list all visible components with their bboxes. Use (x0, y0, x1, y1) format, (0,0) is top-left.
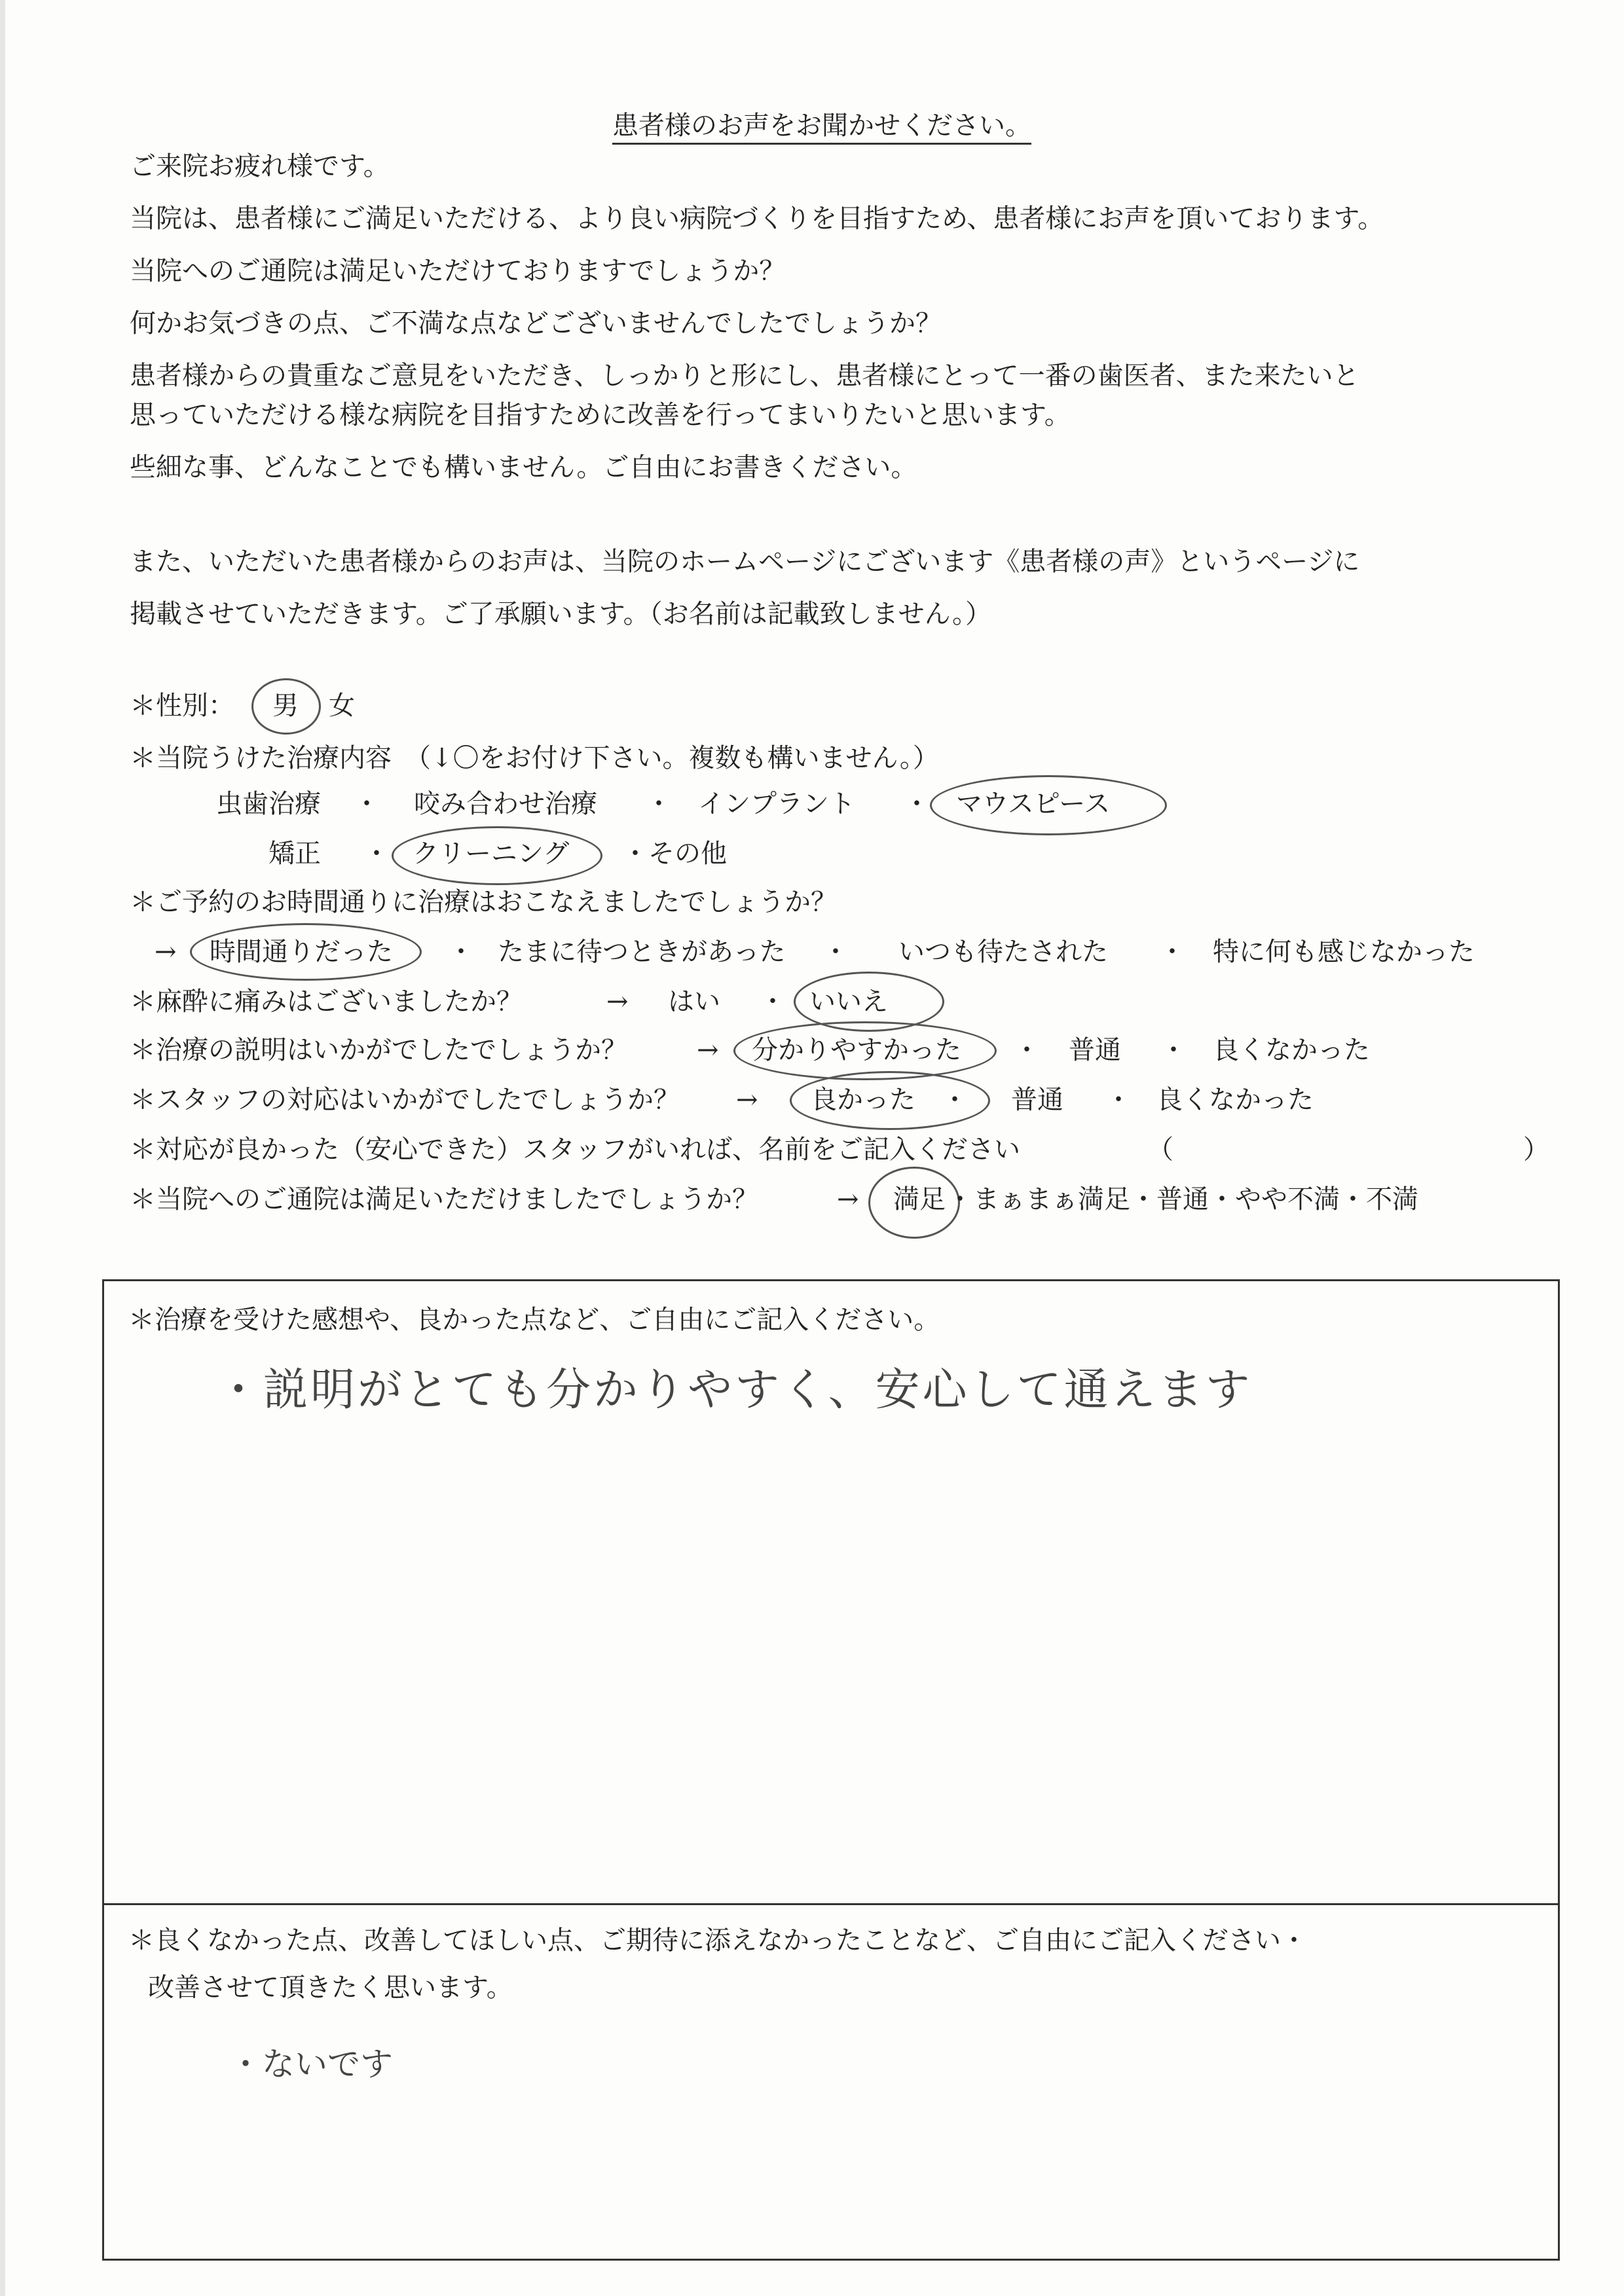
separator: ・ (448, 937, 474, 967)
improvements-label: 改善させて頂きたく思います。 (148, 1973, 513, 2003)
explanation-option[interactable]: 普通 (1069, 1035, 1121, 1065)
impressions-label: ＊治療を受けた感想や、良かった点など、ご自由にご記入ください。 (128, 1305, 940, 1335)
intro-line: 当院は、患者様にご満足いただける、より良い病院づくりを目指すため、患者様にお声を頂いております。 (130, 204, 1384, 234)
selection-circle (930, 775, 1167, 835)
timing-option[interactable]: たまに待つときがあった (498, 937, 786, 967)
treatment-option[interactable]: 矯正 (268, 839, 321, 869)
selection-circle (190, 923, 422, 981)
selection-circle (251, 678, 321, 735)
arrow: → (697, 1035, 719, 1065)
anesthesia-option[interactable]: いいえ (809, 987, 888, 1017)
treatment-option[interactable]: インプラント (698, 789, 855, 819)
intro-line: 当院へのご通院は満足いただけておりますでしょうか？ (130, 256, 786, 286)
timing-option[interactable]: 時間通りだった (210, 937, 393, 967)
separator: ・ (646, 789, 672, 819)
timing-label: ＊ご予約のお時間通りに治療はおこなえましたでしょうか？ (130, 887, 837, 917)
separator: ・ (363, 839, 390, 869)
explanation-option[interactable]: 良くなかった (1213, 1035, 1370, 1065)
scan-edge (0, 0, 5, 2296)
separator: ・ (822, 937, 849, 967)
timing-option[interactable]: 特に何も感じなかった (1213, 937, 1475, 967)
gender-label: ＊性別： (130, 691, 234, 721)
separator: ・ (942, 1085, 968, 1115)
paren-close: ） (1523, 1135, 1549, 1165)
staff-label: ＊スタッフの対応はいかがでしたでしょうか？ (130, 1085, 680, 1115)
intro-line: 些細な事、どんなことでも構いません。ご自由にお書きください。 (130, 452, 917, 483)
staff-option[interactable]: 普通 (1011, 1085, 1063, 1115)
arrow: → (736, 1085, 758, 1115)
treatment-option[interactable]: マウスピース (956, 789, 1111, 819)
gender-option-female[interactable]: 女 (329, 691, 355, 721)
improvements-label: ＊良くなかった点、改善してほしい点、ご期待に添えなかったことなど、ご自由にご記入ください・ (128, 1925, 1307, 1956)
treatment-option[interactable]: 虫歯治療 (216, 789, 321, 819)
intro-line: 患者様からの貴重なご意見をいただき、しっかりと形にし、患者様にとって一番の歯医者、また来たいと (130, 361, 1359, 391)
anesthesia-label: ＊麻酔に痛みはございましたか？ (130, 987, 523, 1017)
notice-line: 掲載させていただきます。ご了承願います。（お名前は記載致しません。） (130, 599, 991, 629)
arrow: → (606, 987, 629, 1017)
staff-name-label: ＊対応が良かった（安心できた）スタッフがいれば、名前をご記入ください (130, 1135, 1020, 1165)
gender-option-male[interactable]: 男 (272, 691, 299, 721)
explanation-label: ＊治療の説明はいかがでしたでしょうか？ (130, 1035, 627, 1065)
staff-option[interactable]: 良かった (811, 1085, 915, 1115)
treatment-label: ＊当院うけた治療内容 （↓〇をお付け下さい。複数も構いません。） (130, 743, 939, 773)
intro-line: 何かお気づきの点、ご不満な点などございませんでしたでしょうか？ (130, 308, 942, 338)
intro-line: ご来院お疲れ様です。 (130, 151, 390, 181)
selection-circle (392, 826, 602, 885)
notice-line: また、いただいた患者様からのお声は、当院のホームページにございます《患者様の声》というページに (130, 547, 1360, 577)
separator: ・ (354, 789, 380, 819)
separator: ・ (760, 987, 786, 1017)
timing-option[interactable]: いつも待たされた (898, 937, 1108, 967)
improvements-handwritten: ・ないです (229, 2045, 393, 2083)
separator: ・ (1159, 937, 1185, 967)
page-title: 患者様のお声をお聞かせください。 (612, 113, 1031, 145)
intro-line: 思っていただける様な病院を目指すために改善を行ってまいりたいと思います。 (130, 400, 1071, 430)
treatment-option[interactable]: ・その他 (622, 839, 727, 869)
arrow: → (155, 937, 177, 967)
impressions-handwritten: ・説明がとても分かりやすく、安心して通えます (216, 1364, 1253, 1416)
staff-option[interactable]: 良くなかった (1156, 1085, 1314, 1115)
anesthesia-option[interactable]: はい (668, 987, 720, 1017)
arrow: → (837, 1184, 859, 1214)
separator: ・ (904, 789, 930, 819)
satisfaction-label: ＊当院へのご通院は満足いただけましたでしょうか？ (130, 1184, 758, 1214)
treatment-option[interactable]: クリーニング (413, 839, 570, 869)
separator: ・ (1105, 1085, 1132, 1115)
treatment-option[interactable]: 咬み合わせ治療 (414, 789, 597, 819)
satisfaction-options-rest[interactable]: ・まぁまぁ満足・普通・やや不満・不満 (947, 1184, 1418, 1214)
separator: ・ (1160, 1035, 1187, 1065)
separator: ・ (1014, 1035, 1040, 1065)
satisfaction-option[interactable]: 満足 (893, 1184, 946, 1214)
selection-circle (868, 1167, 960, 1239)
explanation-option[interactable]: 分かりやすかった (752, 1035, 961, 1065)
paren-open: （ (1147, 1135, 1173, 1165)
